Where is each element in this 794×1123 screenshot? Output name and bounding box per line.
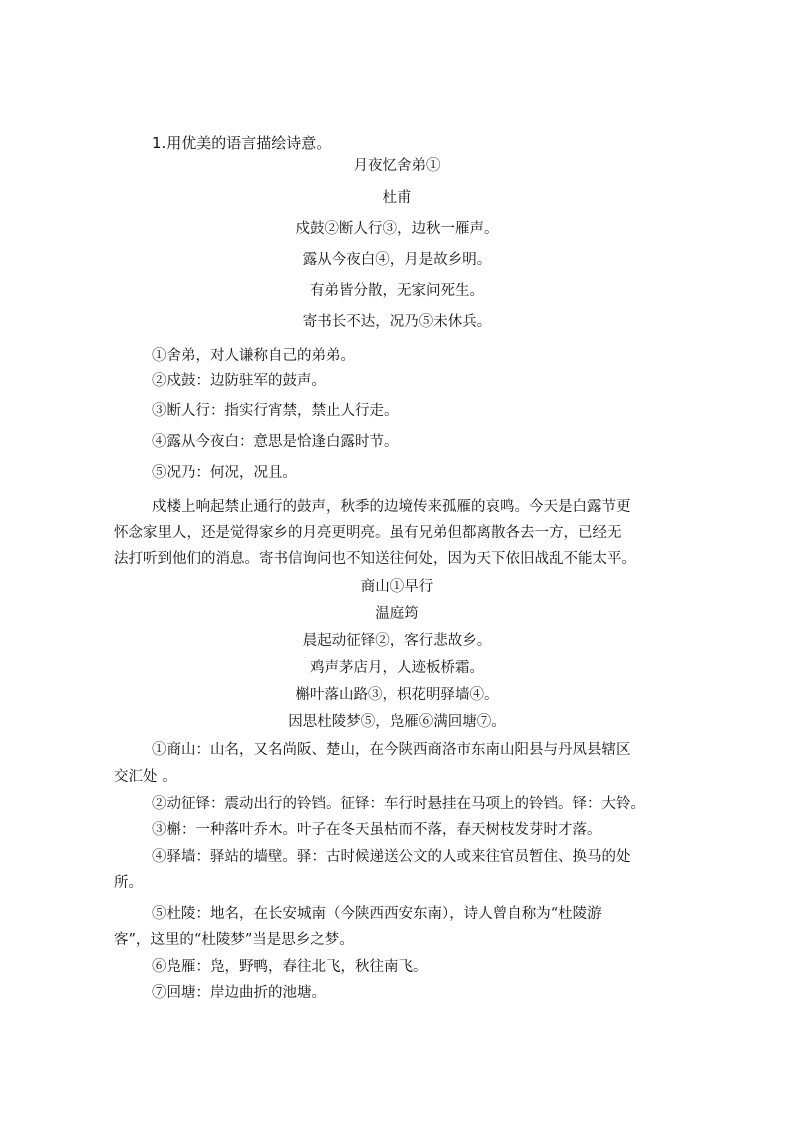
poem1-line: 有弟皆分散，无家问死生。 [310,283,484,299]
poem1-title: 月夜忆舍弟① [353,158,441,174]
poem2-note: ⑤杜陵：地名，在长安城南（今陕西西安东南），诗人曾自称为“杜陵游 [152,906,602,922]
poem2-note: ⑦回塘：岸边曲折的池塘。 [152,985,326,1001]
poem2-note-continued: 交汇处 。 [114,769,177,785]
poem1-line: 戍鼓②断人行③，边秋一雁声。 [295,221,499,237]
question-heading: 1.用优美的语言描绘诗意。 [152,134,332,152]
poem1-note: ①舍弟，对人谦称自己的弟弟。 [152,348,355,364]
poem2-note: ②动征铎：震动出行的铃铛。征铎：车行时悬挂在马项上的铃铛。铎：大铃。 [152,796,645,812]
poem2-note-continued: 所。 [114,875,143,891]
poem2-line: 晨起动征铎②，客行悲故乡。 [302,633,492,649]
poem1-note: ③断人行：指实行宵禁，禁止人行走。 [152,403,399,419]
poem1-description-line: 法打听到他们的消息。寄书信询问也不知送往何处，因为天下依旧战乱不能太平。 [114,551,636,567]
poem2-note: ①商山：山名，又名尚阪、楚山，在今陕西商洛市东南山阳县与丹凤县辖区 [152,742,631,758]
poem1-description-line: 戍楼上响起禁止通行的鼓声，秋季的边境传来孤雁的哀鸣。今天是白露节更 [152,499,631,515]
poem2-note: ⑥凫雁：凫，野鸭，春往北飞，秋往南飞。 [152,959,428,975]
poem2-line: 鸡声茅店月，人迹板桥霜。 [310,660,484,676]
poem1-note: ⑤况乃：何况，况且。 [152,465,297,481]
poem1-author: 杜甫 [382,190,412,206]
poem2-note: ④驿墙：驿站的墙壁。驿：古时候递送公文的人或来往官员暂住、换马的处 [152,849,631,865]
poem1-line: 寄书长不达，况乃⑤未休兵。 [302,314,492,330]
poem1-line: 露从今夜白④，月是故乡明。 [302,252,492,268]
poem2-line: 因思杜陵梦⑤，凫雁⑥满回塘⑦。 [288,714,506,730]
poem2-title: 商山①早行 [360,579,434,595]
poem1-note: ④露从今夜白：意思是恰逢白露时节。 [152,434,399,450]
poem2-line: 槲叶落山路③，枳花明驿墙④。 [295,687,499,703]
poem1-description-line: 怀念家里人，还是觉得家乡的月亮更明亮。虽有兄弟但都离散各去一方，已经无 [114,525,622,541]
poem2-note: ③槲：一种落叶乔木。叶子在冬天虽枯而不落，春天树枝发芽时才落。 [152,822,602,838]
poem2-note-continued: 客”，这里的“杜陵梦”当是思乡之梦。 [114,932,354,948]
poem1-note: ②戍鼓：边防驻军的鼓声。 [152,373,326,389]
poem2-author: 温庭筠 [375,606,419,622]
